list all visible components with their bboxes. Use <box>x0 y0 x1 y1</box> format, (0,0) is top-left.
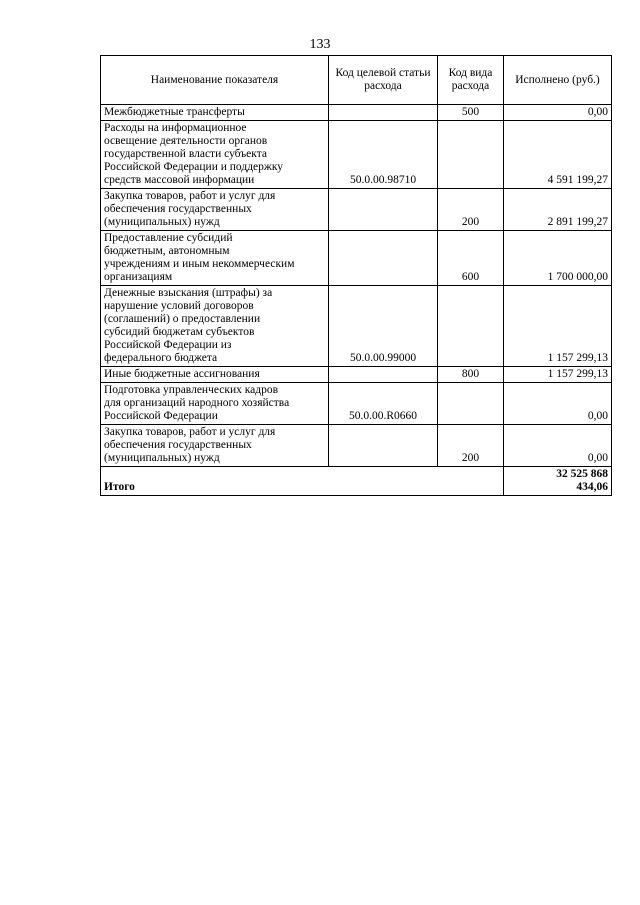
row-name-line: обеспечения государственных <box>104 439 252 451</box>
row-name-line: обеспечения государственных <box>104 203 252 215</box>
row-amount: 2 891 199,27 <box>504 189 612 231</box>
row-type: 200 <box>438 425 504 467</box>
row-amount: 0,00 <box>504 425 612 467</box>
total-amount <box>504 467 612 496</box>
row-code <box>329 189 438 231</box>
header-amount: Исполнено (руб.) <box>504 56 612 105</box>
row-amount: 0,00 <box>504 383 612 425</box>
row-name-line: Российской Федерации и поддержку <box>104 161 284 173</box>
row-type: 200 <box>438 189 504 231</box>
row-code <box>329 425 438 467</box>
row-type <box>438 121 504 189</box>
row-name-line: нарушение условий договоров <box>104 300 254 312</box>
row-code <box>329 231 438 286</box>
row-name <box>101 189 329 231</box>
row-code: 50.0.00.98710 <box>329 121 438 189</box>
total-row <box>101 467 612 496</box>
row-name-line: бюджетным, автономным <box>104 245 230 257</box>
row-name-line: Закупка товаров, работ и услуг для <box>104 426 276 438</box>
row-code: 50.0.00.R0660 <box>329 383 438 425</box>
row-type <box>438 286 504 367</box>
row-name <box>101 425 329 467</box>
row-name-line: освещение деятельности органов <box>104 135 268 147</box>
row-name <box>101 367 329 383</box>
table-header-row <box>101 56 612 105</box>
row-name <box>101 286 329 367</box>
header-name: Наименование показателя <box>101 56 329 105</box>
row-name-line: Подготовка управленческих кадров <box>104 384 279 396</box>
row-type: 800 <box>438 367 504 383</box>
table-row <box>101 105 612 121</box>
row-name-line: организациям <box>104 271 173 283</box>
row-name-line: Расходы на информационное <box>104 122 247 134</box>
row-amount: 1 157 299,13 <box>504 286 612 367</box>
row-name-line: субсидий бюджетам субъектов <box>104 326 255 338</box>
total-amount-line: 32 525 868 <box>556 468 608 480</box>
row-amount: 4 591 199,27 <box>504 121 612 189</box>
row-name-line: Денежные взыскания (штрафы) за <box>104 287 273 299</box>
row-name-line: государственной власти субъекта <box>104 148 267 160</box>
table-row <box>101 121 612 189</box>
row-type: 600 <box>438 231 504 286</box>
row-name-line: (муниципальных) нужд <box>104 216 220 228</box>
table-row <box>101 189 612 231</box>
budget-table <box>100 55 612 496</box>
row-name-line: Российской Федерации <box>104 410 218 422</box>
row-name-line: (соглашений) о предоставлении <box>104 313 261 325</box>
row-name-line: учреждениям и иным некоммерческим <box>104 258 295 270</box>
table-row <box>101 425 612 467</box>
header-code: Код целевой статьи расхода <box>329 56 438 105</box>
row-name-line: Предоставление субсидий <box>104 232 233 244</box>
row-name-line: Закупка товаров, работ и услуг для <box>104 190 276 202</box>
row-name-line: Российской Федерации из <box>104 339 232 351</box>
total-amount-line: 434,06 <box>576 481 608 493</box>
table-row <box>101 367 612 383</box>
row-name <box>101 383 329 425</box>
row-amount: 1 157 299,13 <box>504 367 612 383</box>
row-name-line: для организаций народного хозяйства <box>104 397 290 409</box>
row-name <box>101 231 329 286</box>
table-body <box>101 105 612 467</box>
table-row <box>101 286 612 367</box>
row-code <box>329 105 438 121</box>
table-row <box>101 231 612 286</box>
row-code <box>329 367 438 383</box>
row-name-line: Иные бюджетные ассигнования <box>104 368 260 380</box>
row-type: 500 <box>438 105 504 121</box>
row-name-line: федерального бюджета <box>104 352 218 364</box>
row-code: 50.0.00.99000 <box>329 286 438 367</box>
row-name-line: средств массовой информации <box>104 174 255 186</box>
header-type: Код вида расхода <box>438 56 504 105</box>
table-row <box>101 383 612 425</box>
row-name-line: Межбюджетные трансферты <box>104 106 245 118</box>
row-name <box>101 105 329 121</box>
row-name-line: (муниципальных) нужд <box>104 452 220 464</box>
row-amount: 1 700 000,00 <box>504 231 612 286</box>
row-amount: 0,00 <box>504 105 612 121</box>
row-name <box>101 121 329 189</box>
total-label: Итого <box>101 467 504 496</box>
page-number: 133 <box>309 37 331 52</box>
row-type <box>438 383 504 425</box>
